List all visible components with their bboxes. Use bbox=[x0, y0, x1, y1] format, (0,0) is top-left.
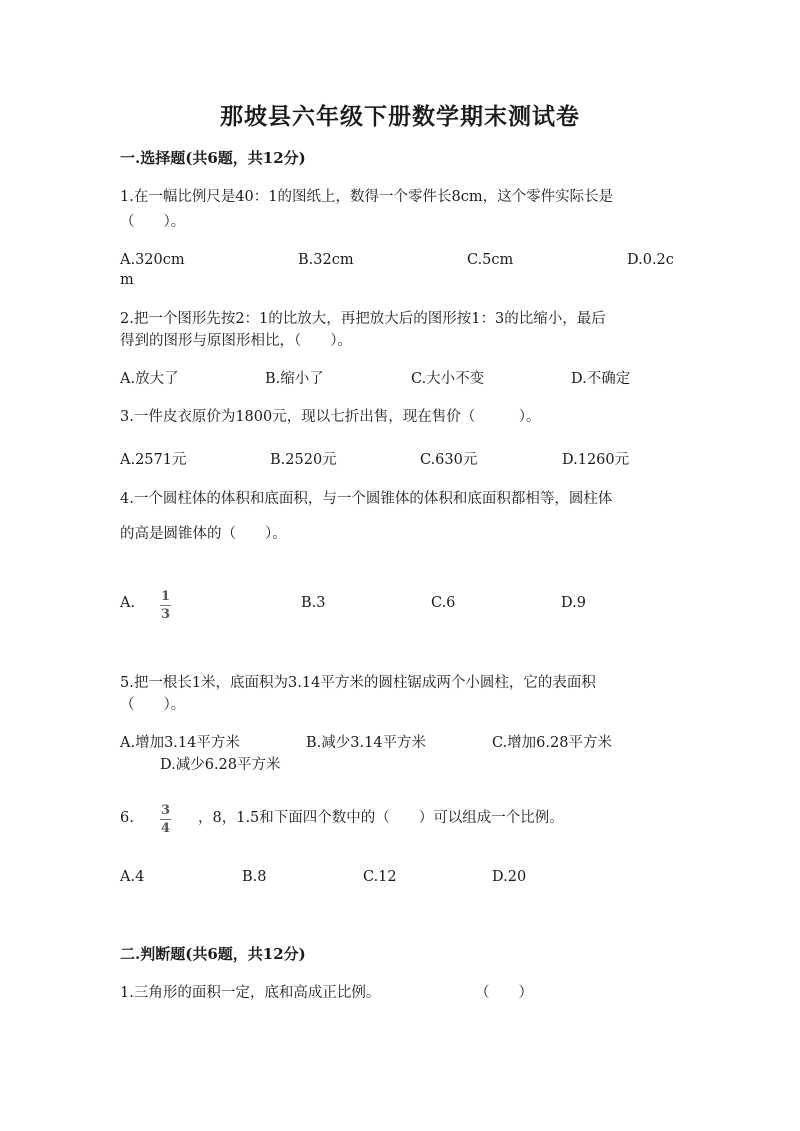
q4-option-a-label: A. bbox=[120, 595, 136, 611]
fraction-bar bbox=[160, 819, 171, 820]
q4-option-a-fraction bbox=[160, 590, 171, 621]
q1-option-d-wrap: m bbox=[120, 272, 134, 288]
q6-option-c: C.12 bbox=[363, 869, 397, 885]
q6-option-d: D.20 bbox=[492, 869, 527, 885]
q5-text-line1: 5.把一根长1米，底面积为3.14平方米的圆柱锯成两个小圆柱，它的表面积 bbox=[120, 675, 596, 691]
q4-option-b: B.3 bbox=[301, 595, 326, 611]
section-2-heading: 二.判断题(共6题，共12分) bbox=[120, 945, 306, 963]
q3-option-b: B.2520元 bbox=[270, 452, 337, 468]
q2-text-line2: 得到的图形与原图形相比，（ ）。 bbox=[120, 333, 352, 349]
section-1-heading: 一.选择题(共6题，共12分) bbox=[120, 149, 306, 167]
q5-option-a: A.增加3.14平方米 bbox=[120, 735, 240, 751]
q3-option-a: A.2571元 bbox=[120, 452, 187, 468]
q5-option-c: C.增加6.28平方米 bbox=[492, 735, 612, 751]
q2-option-d: D.不确定 bbox=[571, 371, 631, 387]
q2-option-a: A.放大了 bbox=[120, 371, 179, 387]
q1-option-b: B.32cm bbox=[298, 252, 354, 268]
s2-q1-text: 1.三角形的面积一定，底和高成正比例。 bbox=[120, 985, 381, 1001]
q1-option-c: C.5cm bbox=[467, 252, 514, 268]
q4-text-line1: 4.一个圆柱体的体积和底面积，与一个圆锥体的体积和底面积都相等，圆柱体 bbox=[120, 491, 613, 507]
q6-text: ，8，1.5和下面四个数中的（ ）可以组成一个比例。 bbox=[198, 810, 564, 826]
q4-option-d: D.9 bbox=[561, 595, 586, 611]
q1-text-line1: 1.在一幅比例尺是40：1的图纸上，数得一个零件长8cm，这个零件实际长是 bbox=[120, 189, 614, 205]
q4-text-line2: 的高是圆锥体的（ ）。 bbox=[120, 526, 287, 542]
q2-text-line1: 2.把一个图形先按2：1的比放大，再把放大后的图形按1：3的比缩小，最后 bbox=[120, 311, 606, 327]
s2-q1-answer-blank: （ ） bbox=[475, 985, 533, 1001]
q3-option-c: C.630元 bbox=[420, 452, 478, 468]
q6-option-a: A.4 bbox=[120, 869, 145, 885]
q1-option-a: A.320cm bbox=[120, 252, 185, 268]
q1-option-d: D.0.2c bbox=[627, 252, 674, 268]
fraction-numerator: 1 bbox=[160, 589, 171, 604]
q5-option-d: D.减少6.28平方米 bbox=[160, 757, 281, 773]
fraction-bar bbox=[160, 605, 171, 606]
q3-text: 3.一件皮衣原价为1800元，现以七折出售，现在售价（ ）。 bbox=[120, 409, 541, 425]
fraction-denominator: 3 bbox=[160, 607, 171, 622]
q3-option-d: D.1260元 bbox=[562, 452, 630, 468]
q6-fraction bbox=[160, 804, 171, 835]
q6-label: 6. bbox=[120, 810, 134, 826]
q2-option-c: C.大小不变 bbox=[411, 371, 485, 387]
fraction-denominator: 4 bbox=[160, 821, 171, 836]
q1-text-line2: （ ）。 bbox=[120, 214, 186, 230]
page-title: 那坡县六年级下册数学期末测试卷 bbox=[220, 103, 580, 130]
q4-option-c: C.6 bbox=[431, 595, 456, 611]
q5-text-line2: （ ）。 bbox=[120, 697, 186, 713]
q2-option-b: B.缩小了 bbox=[265, 371, 324, 387]
q5-option-b: B.减少3.14平方米 bbox=[306, 735, 427, 751]
q6-option-b: B.8 bbox=[242, 869, 267, 885]
fraction-numerator: 3 bbox=[160, 803, 171, 818]
